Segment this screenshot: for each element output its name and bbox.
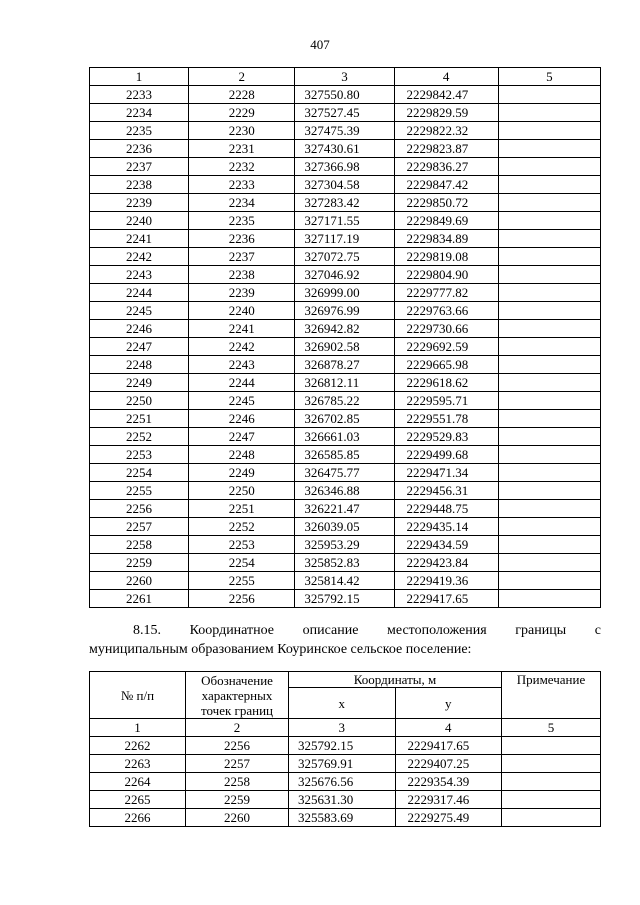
point-number-cell: 2242 [90,248,189,266]
note-cell [498,230,600,248]
note-cell [498,572,600,590]
x-coordinate-cell: 327171.55 [295,212,394,230]
table-row [90,791,601,809]
column-number-5: 5 [498,68,600,86]
x-coordinate-cell: 325852.83 [295,554,394,572]
x-coordinate-cell: 326785.22 [295,392,394,410]
x-coordinate-cell: 327304.58 [295,176,394,194]
note-cell [498,320,600,338]
column-number-4: 4 [394,68,498,86]
x-coordinate-cell: 325953.29 [295,536,394,554]
point-number-cell: 2239 [90,194,189,212]
point-number-cell: 2233 [90,86,189,104]
designation-cell: 2233 [189,176,295,194]
point-number-cell: 2262 [90,737,186,755]
note-cell [498,410,600,428]
y-coordinate-cell: 2229823.87 [394,140,498,158]
table-row [90,86,601,104]
table-row [90,122,601,140]
note-cell [498,194,600,212]
designation-cell: 2254 [189,554,295,572]
section-heading-word: с [594,623,601,638]
x-coordinate-cell: 326942.82 [295,320,394,338]
table-row [90,212,601,230]
designation-cell: 2259 [186,791,289,809]
header-x: х [289,688,396,719]
note-cell [502,791,601,809]
note-cell [498,500,600,518]
designation-cell: 2255 [189,572,295,590]
y-coordinate-cell: 2229551.78 [394,410,498,428]
x-coordinate-cell: 325792.15 [295,590,394,608]
column-number-5: 5 [502,719,601,737]
designation-cell: 2256 [189,590,295,608]
designation-cell: 2243 [189,356,295,374]
point-number-cell: 2240 [90,212,189,230]
point-number-cell: 2261 [90,590,189,608]
designation-cell: 2238 [189,266,295,284]
column-number-row [90,68,601,86]
note-cell [498,176,600,194]
section-heading-word: описание [302,623,359,638]
point-number-cell: 2256 [90,500,189,518]
y-coordinate-cell: 2229834.89 [394,230,498,248]
column-number-1: 1 [90,68,189,86]
designation-cell: 2247 [189,428,295,446]
y-coordinate-cell: 2229804.90 [394,266,498,284]
point-number-cell: 2237 [90,158,189,176]
y-coordinate-cell: 2229354.39 [395,773,502,791]
column-number-2: 2 [186,719,289,737]
table-row [90,302,601,320]
point-number-cell: 2265 [90,791,186,809]
point-number-cell: 2249 [90,374,189,392]
note-cell [498,590,600,608]
x-coordinate-cell: 327072.75 [295,248,394,266]
point-number-cell: 2234 [90,104,189,122]
note-cell [502,737,601,755]
x-coordinate-cell: 327475.39 [295,122,394,140]
x-coordinate-cell: 325814.42 [295,572,394,590]
x-coordinate-cell: 325631.30 [289,791,396,809]
y-coordinate-cell: 2229471.34 [394,464,498,482]
column-number-2: 2 [189,68,295,86]
designation-cell: 2242 [189,338,295,356]
x-coordinate-cell: 325583.69 [289,809,396,827]
table-row [90,410,601,428]
y-coordinate-cell: 2229448.75 [394,500,498,518]
note-cell [502,809,601,827]
designation-cell: 2250 [189,482,295,500]
table-row [90,194,601,212]
point-number-cell: 2246 [90,320,189,338]
note-cell [498,536,600,554]
y-coordinate-cell: 2229417.65 [394,590,498,608]
point-number-cell: 2264 [90,773,186,791]
designation-cell: 2251 [189,500,295,518]
table-row [90,356,601,374]
x-coordinate-cell: 326999.00 [295,284,394,302]
y-coordinate-cell: 2229777.82 [394,284,498,302]
x-coordinate-cell: 327283.42 [295,194,394,212]
point-number-cell: 2258 [90,536,189,554]
table-row [90,176,601,194]
table-row [90,230,601,248]
designation-cell: 2260 [186,809,289,827]
note-cell [498,266,600,284]
point-number-cell: 2238 [90,176,189,194]
point-number-cell: 2259 [90,554,189,572]
designation-cell: 2232 [189,158,295,176]
note-cell [502,773,601,791]
note-cell [498,392,600,410]
section-heading-line-1 [89,621,601,640]
x-coordinate-cell: 327430.61 [295,140,394,158]
x-coordinate-cell: 326346.88 [295,482,394,500]
y-coordinate-cell: 2229434.59 [394,536,498,554]
point-number-cell: 2254 [90,464,189,482]
table-header-row-1 [90,672,601,688]
section-number: 8.15. [133,623,161,638]
designation-cell: 2234 [189,194,295,212]
designation-cell: 2248 [189,446,295,464]
page-number: 407 [310,37,330,52]
section-heading-word: Координатное [189,623,275,638]
designation-cell: 2237 [189,248,295,266]
designation-cell: 2252 [189,518,295,536]
note-cell [498,554,600,572]
y-coordinate-cell: 2229317.46 [395,791,502,809]
designation-cell: 2245 [189,392,295,410]
y-coordinate-cell: 2229456.31 [394,482,498,500]
note-cell [498,104,600,122]
designation-cell: 2246 [189,410,295,428]
column-number-3: 3 [289,719,396,737]
x-coordinate-cell: 325676.56 [289,773,396,791]
x-coordinate-cell: 325792.15 [289,737,396,755]
designation-cell: 2253 [189,536,295,554]
designation-cell: 2228 [189,86,295,104]
table-row [90,446,601,464]
note-cell [498,212,600,230]
table-row [90,158,601,176]
designation-cell: 2241 [189,320,295,338]
x-coordinate-cell: 327550.80 [295,86,394,104]
y-coordinate-cell: 2229407.25 [395,755,502,773]
x-coordinate-cell: 326976.99 [295,302,394,320]
column-number-row [90,719,601,737]
y-coordinate-cell: 2229529.83 [394,428,498,446]
note-cell [498,518,600,536]
section-heading-word: границы [515,623,567,638]
point-number-cell: 2244 [90,284,189,302]
table-row [90,392,601,410]
table-row [90,755,601,773]
section-heading-line-2: муниципальным образованием Коуринское сельское поселение: [89,642,472,657]
table-row [90,518,601,536]
table-row [90,773,601,791]
point-number-cell: 2257 [90,518,189,536]
x-coordinate-cell: 326878.27 [295,356,394,374]
point-number-cell: 2263 [90,755,186,773]
designation-cell: 2258 [186,773,289,791]
y-coordinate-cell: 2229275.49 [395,809,502,827]
coordinates-table-body [90,86,601,608]
table-row [90,536,601,554]
y-coordinate-cell: 2229849.69 [394,212,498,230]
table-row [90,248,601,266]
note-cell [498,248,600,266]
table-row [90,104,601,122]
x-coordinate-cell: 327366.98 [295,158,394,176]
note-cell [498,374,600,392]
coordinates-table-continued [89,67,601,608]
y-coordinate-cell: 2229763.66 [394,302,498,320]
y-coordinate-cell: 2229419.36 [394,572,498,590]
table-row [90,338,601,356]
designation-cell: 2229 [189,104,295,122]
table-row [90,500,601,518]
point-number-cell: 2260 [90,572,189,590]
y-coordinate-cell: 2229499.68 [394,446,498,464]
designation-cell: 2249 [189,464,295,482]
note-cell [498,86,600,104]
designation-cell: 2256 [186,737,289,755]
x-coordinate-cell: 326702.85 [295,410,394,428]
note-cell [498,428,600,446]
column-number-1: 1 [90,719,186,737]
y-coordinate-cell: 2229836.27 [394,158,498,176]
note-cell [498,284,600,302]
x-coordinate-cell: 326661.03 [295,428,394,446]
y-coordinate-cell: 2229730.66 [394,320,498,338]
table-row [90,590,601,608]
designation-cell: 2230 [189,122,295,140]
point-number-cell: 2236 [90,140,189,158]
y-coordinate-cell: 2229850.72 [394,194,498,212]
y-coordinate-cell: 2229435.14 [394,518,498,536]
boundary-coordinates-table [89,671,601,827]
x-coordinate-cell: 326902.58 [295,338,394,356]
table-row [90,464,601,482]
y-coordinate-cell: 2229423.84 [394,554,498,572]
designation-cell: 2240 [189,302,295,320]
note-cell [498,338,600,356]
designation-cell: 2244 [189,374,295,392]
designation-cell: 2235 [189,212,295,230]
note-cell [498,464,600,482]
point-number-cell: 2252 [90,428,189,446]
point-number-cell: 2251 [90,410,189,428]
column-number-4: 4 [395,719,502,737]
y-coordinate-cell: 2229692.59 [394,338,498,356]
table-row [90,482,601,500]
note-cell [498,140,600,158]
point-number-cell: 2235 [90,122,189,140]
table-row [90,572,601,590]
table-row [90,809,601,827]
table-row [90,140,601,158]
point-number-cell: 2245 [90,302,189,320]
header-point-designation: Обозначение характерных точек границ [186,672,289,719]
table-row [90,737,601,755]
x-coordinate-cell: 327117.19 [295,230,394,248]
point-number-cell: 2243 [90,266,189,284]
y-coordinate-cell: 2229829.59 [394,104,498,122]
note-cell [498,482,600,500]
y-coordinate-cell: 2229819.08 [394,248,498,266]
table-row [90,284,601,302]
designation-cell: 2236 [189,230,295,248]
header-coordinates: Координаты, м [289,672,502,688]
table-row [90,320,601,338]
column-number-3: 3 [295,68,394,86]
point-number-cell: 2247 [90,338,189,356]
y-coordinate-cell: 2229847.42 [394,176,498,194]
x-coordinate-cell: 326475.77 [295,464,394,482]
point-number-cell: 2241 [90,230,189,248]
section-heading-word: местоположения [387,623,487,638]
table-row [90,554,601,572]
note-cell [498,122,600,140]
x-coordinate-cell: 325769.91 [289,755,396,773]
x-coordinate-cell: 327527.45 [295,104,394,122]
y-coordinate-cell: 2229618.62 [394,374,498,392]
header-number: № п/п [90,672,186,719]
designation-cell: 2231 [189,140,295,158]
y-coordinate-cell: 2229822.32 [394,122,498,140]
note-cell [498,158,600,176]
note-cell [498,356,600,374]
note-cell [502,755,601,773]
note-cell [498,302,600,320]
table-row [90,428,601,446]
y-coordinate-cell: 2229665.98 [394,356,498,374]
point-number-cell: 2255 [90,482,189,500]
table-row [90,266,601,284]
note-cell [498,446,600,464]
y-coordinate-cell: 2229842.47 [394,86,498,104]
table-row [90,374,601,392]
designation-cell: 2239 [189,284,295,302]
x-coordinate-cell: 326585.85 [295,446,394,464]
section-heading [89,621,601,659]
header-note: Примечание [502,672,601,719]
x-coordinate-cell: 326221.47 [295,500,394,518]
designation-cell: 2257 [186,755,289,773]
point-number-cell: 2253 [90,446,189,464]
point-number-cell: 2266 [90,809,186,827]
boundary-table-body [90,737,601,827]
y-coordinate-cell: 2229417.65 [395,737,502,755]
point-number-cell: 2250 [90,392,189,410]
x-coordinate-cell: 326039.05 [295,518,394,536]
x-coordinate-cell: 327046.92 [295,266,394,284]
y-coordinate-cell: 2229595.71 [394,392,498,410]
point-number-cell: 2248 [90,356,189,374]
x-coordinate-cell: 326812.11 [295,374,394,392]
header-y: у [395,688,502,719]
